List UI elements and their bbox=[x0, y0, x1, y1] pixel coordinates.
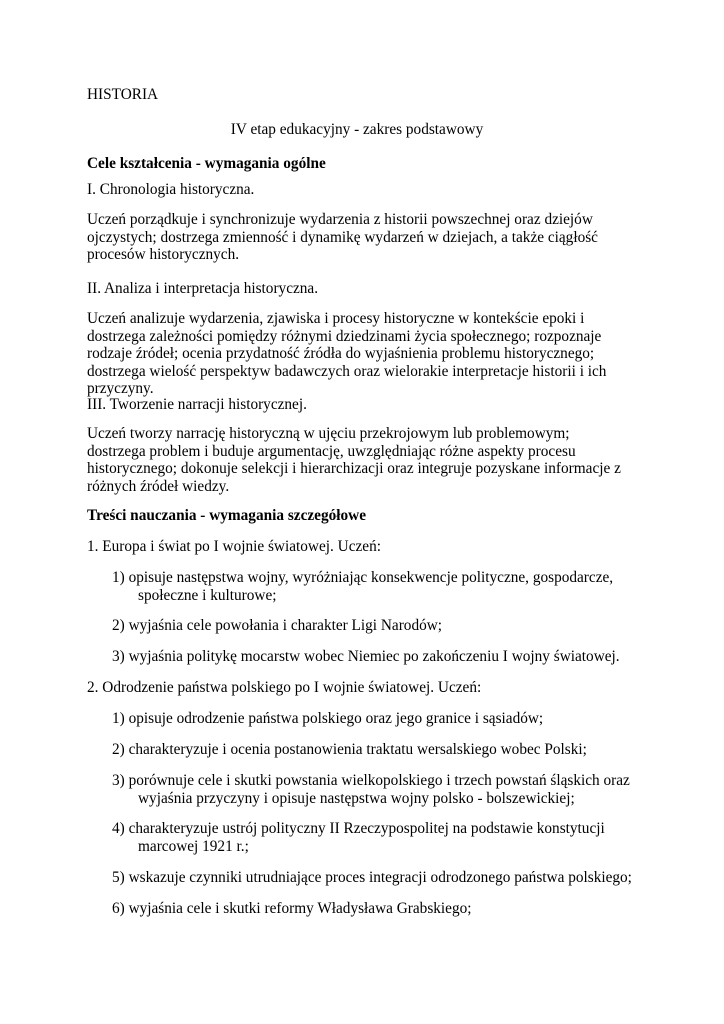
document-subtitle: IV etap edukacyjny - zakres podstawowy bbox=[230, 121, 484, 138]
section-heading-content: Treści nauczania - wymagania szczegółowe bbox=[87, 507, 366, 524]
topic-1-item: 1) opisuje następstwa wojny, wyróżniając konsekwencje polityczne, gospodarcze, społeczne i kulturowe; bbox=[112, 569, 614, 604]
topic-1-title: 1. Europa i świat po I wojnie światowej. Uczeń: bbox=[87, 538, 381, 555]
goal-3-text: Uczeń tworzy narrację historyczną w ujęciu przekrojowym lub problemowym; dostrzega problem i buduje argumentację, uwzględniając różne aspekty procesu historycznego; dokonuje selekcji i hierarchizacji oraz integruje pozyskane informacje z różnych źródeł wiedzy. bbox=[87, 425, 621, 495]
topic-2-item: 1) opisuje odrodzenie państwa polskiego oraz jego granice i sąsiadów; bbox=[112, 710, 544, 727]
topic-1-item: 3) wyjaśnia politykę mocarstw wobec Niemiec po zakończeniu I wojny światowej. bbox=[112, 648, 620, 665]
topic-2-item: 3) porównuje cele i skutki powstania wielkopolskiego i trzech powstań śląskich oraz wyjaśnia przyczyny i opisuje następstwa wojny polsko - bolszewickiej; bbox=[112, 772, 630, 807]
goal-2-title: II. Analiza i interpretacja historyczna. bbox=[87, 280, 319, 297]
topic-2-item: 5) wskazuje czynniki utrudniające proces integracji odrodzonego państwa polskiego; bbox=[112, 869, 632, 886]
goal-1-text: Uczeń porządkuje i synchronizuje wydarzenia z historii powszechnej oraz dziejów ojczystych; dostrzega zmienność i dynamikę wydarzeń w dziejach, a także ciągłość procesów historycznych. bbox=[87, 211, 598, 263]
topic-2-item: 6) wyjaśnia cele i skutki reformy Władysława Grabskiego; bbox=[112, 900, 472, 917]
goal-2-text: Uczeń analizuje wydarzenia, zjawiska i procesy historyczne w kontekście epoki i dostrzega zależności pomiędzy różnymi dziedzinami życia społecznego; rozpoznaje rodzaje źródeł; ocenia przydatność źródła do wyjaśnienia problemu historycznego; dostrzega wielość perspektyw badawczych oraz wielorakie interpretacje historii i ich przyczyny. bbox=[87, 310, 607, 397]
topic-2-item: 2) charakteryzuje i ocenia postanowienia traktatu wersalskiego wobec Polski; bbox=[112, 741, 587, 758]
topic-2-title: 2. Odrodzenie państwa polskiego po I wojnie światowej. Uczeń: bbox=[87, 679, 482, 696]
topic-1-item: 2) wyjaśnia cele powołania i charakter Ligi Narodów; bbox=[112, 617, 443, 634]
goal-3-title: III. Tworzenie narracji historycznej. bbox=[87, 396, 307, 413]
goal-1-title: I. Chronologia historyczna. bbox=[87, 181, 255, 198]
topic-2-item: 4) charakteryzuje ustrój polityczny II Rzeczypospolitej na podstawie konstytucji marcowej 1921 r.; bbox=[112, 820, 605, 855]
document-header: HISTORIA bbox=[87, 86, 159, 103]
section-heading-goals: Cele kształcenia - wymagania ogólne bbox=[87, 155, 326, 172]
